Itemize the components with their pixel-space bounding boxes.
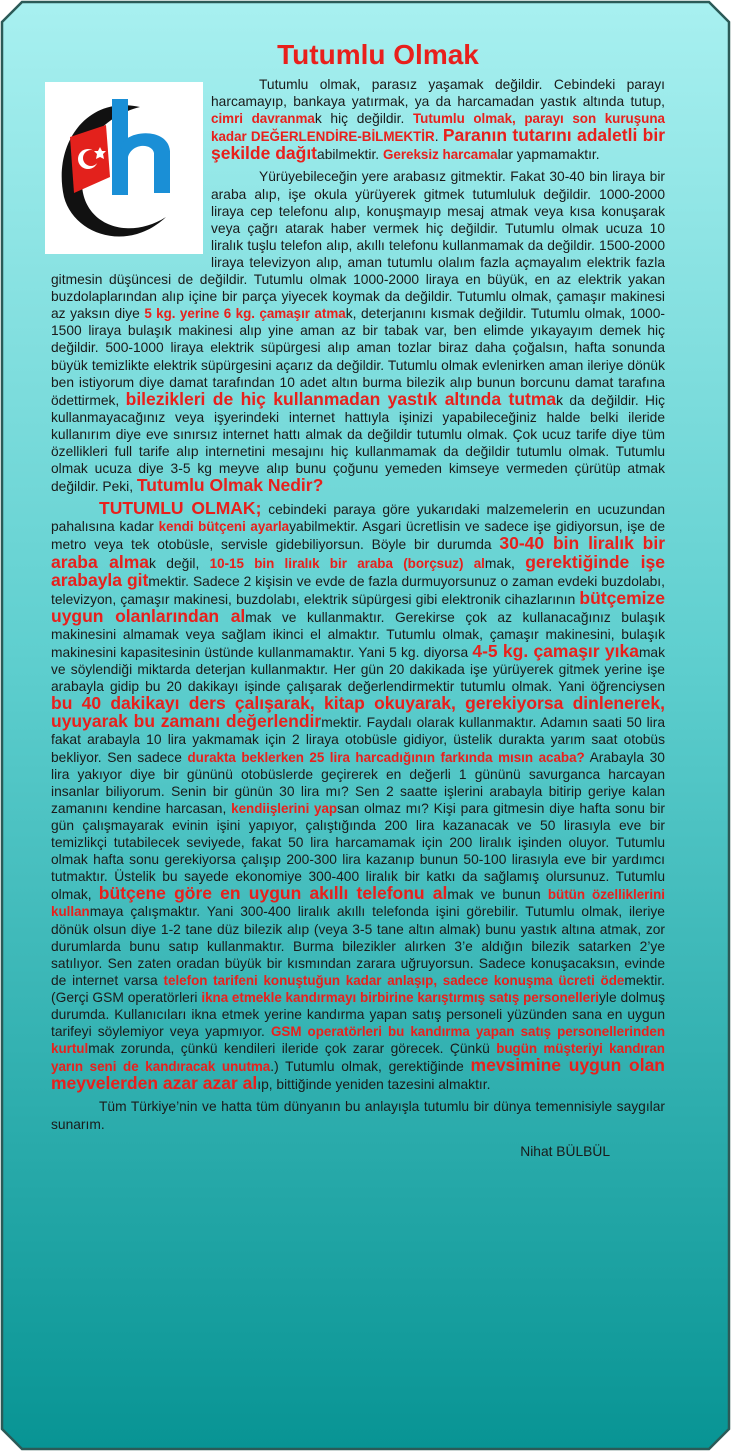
highlighted-phrase: Paranın tutarını adaletli bir şekilde dağıt [211, 125, 666, 164]
highlighted-phrase: bu 40 dakikayı ders çalışarak, kitap okuyarak, gerekiyorsa dinlenerek, uyuyarak bu zamanı değerlendir [51, 693, 665, 732]
highlighted-phrase: cimri davranma [211, 111, 315, 127]
text-run: yabilmektir. Asgari ücretlisin ve sadece işe gidiyorsun, işe de metro veya tek otobüsle, servisle gidebiliyorsun. Böyle bir durumda [51, 519, 666, 553]
text-run: Tüm Türkiye’nin ve hatta tüm dünyanın bu anlayışla tutumlu bir dünya temennisiyle saygılar sunarım. [51, 1099, 665, 1132]
highlighted-phrase: durakta beklerken 25 lira harcadığının farkında mısın acaba? [187, 749, 585, 765]
highlighted-phrase: bugün müşteriyi kandıran yarın seni de kandıracak unutma [51, 1041, 665, 1075]
author-signature: Nihat BÜLBÜL [520, 1143, 610, 1159]
highlighted-phrase: GSM operatörleri bu kandırma yapan satış personellerinden kurtul [51, 1024, 665, 1057]
highlighted-phrase: kendi bütçeni ayarla [158, 519, 290, 535]
text-run: cebindeki paraya göre yukarıdaki malzemelerin en ucuzundan pahalısına kadar [51, 502, 666, 535]
highlighted-phrase: 30-40 bin liralık bir araba alma [51, 533, 666, 572]
dh-logo-with-turkish-flag-icon [45, 82, 203, 254]
text-run: mak ve söylendiği miktarda deterjan kullanmaktır. Her gün 20 dakikada işe yürüyerek gitmek yerine işe arabayla gidip bu 20 dakikayı işinde çalışarak değerlendirmektir tutumlu olmak. Yani öğrenciysen [51, 645, 666, 695]
highlighted-phrase: bütçene göre en uygun akıllı telefonu al [98, 883, 448, 904]
highlighted-phrase: 5 kg. yerine 6 kg. çamaşır atma [144, 306, 346, 322]
highlighted-phrase: gerektiğinde işe arabayla git [51, 551, 665, 590]
text-run: maya çalışmaktır. Yani 300-400 liralık akıllı telefonda işini görebilir. Tutumlu olmak, ileriye dönük olsun diye 1-2 tane düz bilezik alıp (veya 3-5 tane altın almak) bunu yastık altına atmak, zor durumlarda bunu satıp kullanmaktır. Burma bilezikler alırken 3’e aldığın bilezik satarken 2’ye satılıyor. Sen zaten oradan büyük bir kısmından zarara uğruyorsun. Sadece konuşacaksın, evinde de internet varsa [51, 904, 665, 988]
page-title: Tutumlu Olmak [277, 39, 479, 70]
article [51, 38, 665, 1160]
highlighted-phrase: kendiişlerini yap [231, 800, 338, 816]
text-run: k değil, [149, 555, 210, 571]
text-run: mak ve bunun [447, 887, 548, 903]
highlighted-phrase: ikna etmekle kandırmayı birbirine karıştırmış satış personelleri [201, 989, 600, 1005]
highlighted-phrase: telefon tarifeni konuştuğun kadar anlaşıp, sadece konuşma ücreti öde [163, 972, 625, 988]
text-run: mektir. Sadece 2 kişisin ve evde de fazla durmuyorsunuz o zaman evdeki buzdolabı, televizyon, çamaşır makinesi, buzdolabı, elektrik süpürgesi gibi elektronik cihazlarının [51, 573, 665, 607]
text-run: mektir. Faydalı olarak kullanmaktır. Adamın saati 50 lira fakat arabayla 10 lira yakmamak için 2 liraya otobüsle gidiyor, üstelik durakta yarım saat otobüs bekliyor. Sen sadece [51, 715, 666, 765]
paragraph [51, 1098, 665, 1132]
text-run: k hiç değildir. [314, 111, 413, 127]
text-run: Yürüyebileceğin yere arabasız gitmektir. Fakat 30-40 bin liraya bir araba alıp, işe okula yürüyerek gitmek tutumluluk değildir. 1000-2000 liraya cep telefonu alıp, konuşmayıp mesaj atmak veya kısa konuşarak veya çağrı atarak haber vermek hiç değildir. Tutumlu olmak ucuza 10 liralık tuşlu telefon alıp, akıllı telefonu kullanmamak da değildir. 1500-2000 liraya televizyon alıp, aman tutumlu olalım fazla açmayalım elektrik fazla gitmesin düşüncesi de değildir. Tutumlu olmak 1000-2000 liraya en büyük, en az elektrik yakan buzdolaplarından alıp içine bir parça yiyecek koymak da değildir. Tutumlu olmak, çamaşır makinesi az yaksın diye [51, 169, 665, 322]
text-run: k, deterjanını kısmak değildir. Tutumlu olmak, 1000-1500 liraya bulaşık makinesi alıp yine aman az bir tabak var, ben elimde yıkayayım demek hiç değildir. 500-1000 liraya elektrik süpürgesi alıp aman tozlar biraz daha çoğalsın, hafta sonunda büyük temizlikte elektrik süpürgesini açarız da değildir. Tutumlu olmak evlenirken aman ileriye dönük ben istiyorum diye damat tarafından 10 adet altın burma bilezik alıp bunun borcunu damat tarafına ödettirmek, [51, 306, 665, 408]
text-run: mak zorunda, çünkü kendileri ileride çok zarar görecek. Çünkü [88, 1041, 497, 1057]
text-run: san olmaz mı? Kişi para gitmesin diye hafta sonu bir gün çalışmayarak evinin işini yapıyor, çalıştığında 200 lira kazanacak ve 50 lirasıyla eve bir temizlikçi tutabilecek seviyede, fakat 50 lira harcamamak için 200 liralık işinden oluyor. Tutumlu olmak hafta sonu gerekiyorsa çalışıp 200-300 lira kazanıp bunun 50-100 lirasıyla eve bir yardımcı tutmaktır. Üstelik bu sayede ekonomiye 300-400 liralık bir katkı da sağlamış olursunuz. Tutumlu olmak, [51, 800, 666, 903]
highlighted-phrase: 10-15 bin liralık bir araba (borçsuz) al [209, 555, 485, 571]
highlighted-phrase: mevsimine uygun olan meyvelerden azar azar al [51, 1055, 665, 1094]
text-run: Arabayla 30 lira yakıyor diye bir gününü otobüslerde geçirerek en değerli 1 gününü savurganca harcayan insanlar biliyorum. Senin bir günün 30 lira mı? Sen 2 saatte işlerini arabayla bitirip geriye kalan zamanını kendine harcasan, [51, 749, 665, 816]
paragraph [51, 500, 665, 1093]
highlighted-phrase: TUTUMLU OLMAK; [99, 498, 262, 519]
highlighted-phrase: Tutumlu Olmak Nedir? [136, 475, 324, 496]
text-run: ıp, bittiğinde yeniden tazesini almaktır. [257, 1077, 491, 1093]
text-run: lar yapmamaktır. [497, 147, 600, 163]
text-run: mak ve kullanmaktır. Gerekirse çok az kullanacağınız bulaşık makinesini almamak veya sağlam ikinci el almaktır. Tutumlu olmak, çamaşır makinesini, bulaşık makinesini kapasitesinin üstünde kullanmamaktır. Yani 5 kg. diyorsa [51, 609, 665, 660]
highlighted-phrase: 4-5 kg. çamaşır yıka [472, 641, 639, 661]
highlighted-phrase: Gereksiz harcama [382, 147, 498, 163]
text-run: k da değildir. Hiç kullanmayacağınız veya işyerindeki internet hattıyla işinizi yapabileceğiniz halde belki ileride kullanırım diye eve sınırsız internet hattı almak da değildir tutumlu olmak. Çok ucuz tarife diye tüm özellikleri full tarife alıp internetini mesajını hiç kullanmamak da değildir tutumlu olmak. Tutumlu olmak ucuza diye 3-5 kg meyve alıp bunu çoğunu yemeden kimseye vermeden çürütüp atmak değildir. Peki, [51, 392, 665, 495]
text-run: .) Tutumlu olmak, gerektiğinde [270, 1059, 471, 1075]
highlighted-phrase: bilezikleri de hiç kullanmadan yastık altında tutma [125, 388, 557, 409]
text-run: . [434, 129, 443, 145]
highlighted-phrase: Tutumlu olmak, parayı son kuruşuna kadar DEĞERLENDİRE-BİLMEKTİR [211, 111, 665, 145]
highlighted-phrase: bütün özelliklerini kullan [51, 887, 665, 920]
text-run: mektir. (Gerçi GSM operatörleri [51, 972, 665, 1005]
highlighted-phrase: bütçemize uygun olanlarından al [51, 587, 665, 626]
text-run: mak, [484, 555, 526, 571]
text-run: abilmektir. [317, 147, 383, 163]
text-run: yle dolmuş durumda. Kullanıcıları ikna etmek yerine kandırma yapan satış personeli yüzünden sana en uygun tarifeyi söylemiyor veya yapmıyor. [51, 989, 665, 1040]
text-run: Tutumlu olmak, parasız yaşamak değildir. Cebindeki parayı harcamayıp, bankaya yatırmak, ya da harcamadan yastık altında tutup, [211, 77, 665, 110]
